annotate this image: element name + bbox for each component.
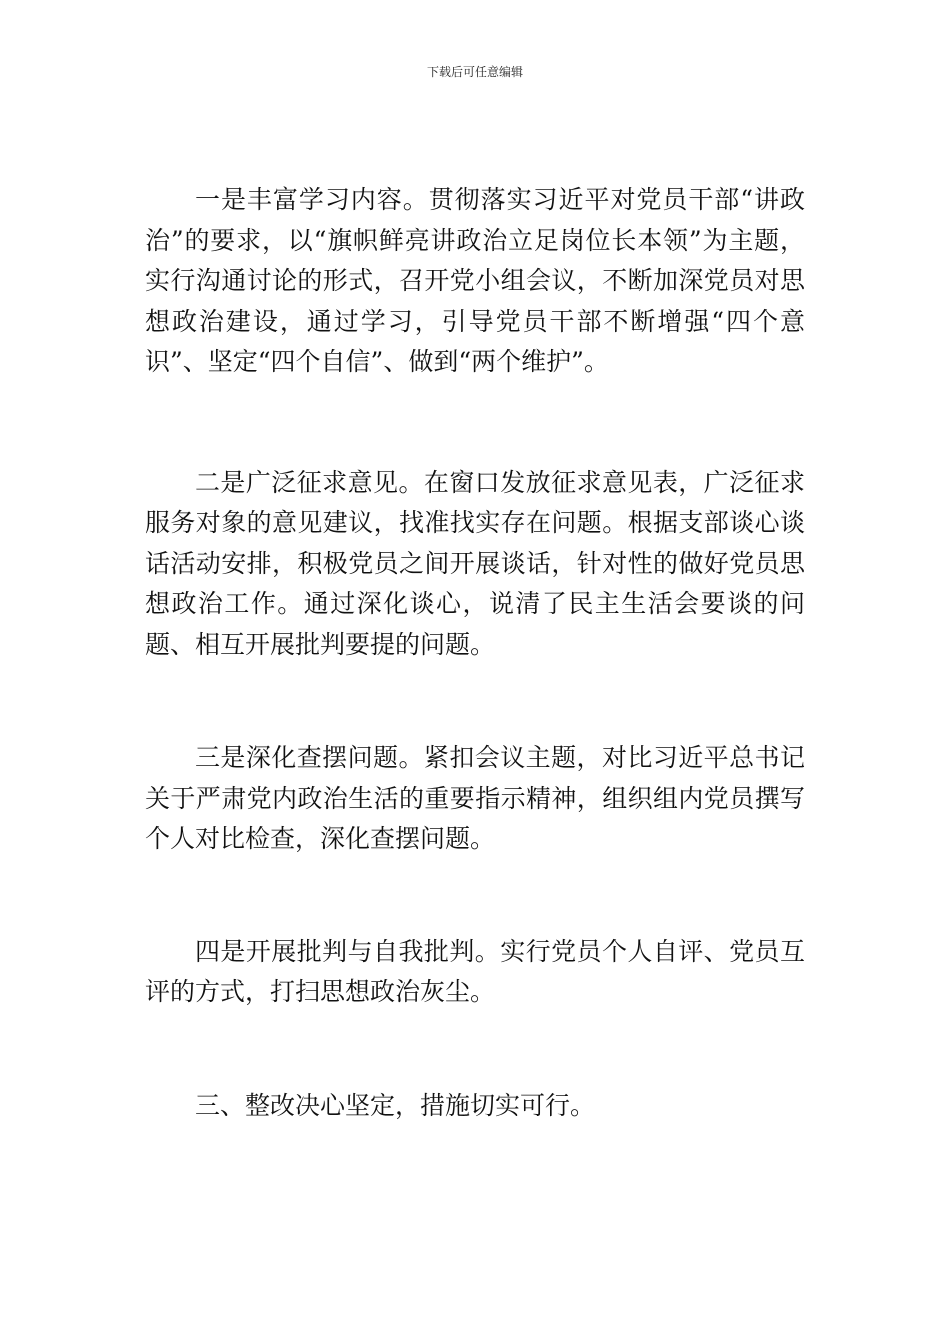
- paragraph-1: 一是丰富学习内容。贯彻落实习近平对党员干部“讲政治”的要求，以“旗帜鲜亮讲政治立足岗位长本领”为主题，实行沟通讨论的形式，召开党小组会议，不断加深党员对思想政治建设，通过学习，引导党员干部不断增强“四个意识”、坚定“四个自信”、做到“两个维护”。: [145, 185, 805, 376]
- page-header: 下载后可任意编辑: [426, 65, 523, 79]
- paragraph-2: 二是广泛征求意见。在窗口发放征求意见表，广泛征求服务对象的意见建议，找准找实存在问题。根据支部谈心谈话活动安排，积极党员之间开展谈话，针对性的做好党员思想政治工作。通过深化谈心，说清了民主生活会要谈的问题、相互开展批判要提的问题。: [145, 467, 805, 659]
- paragraph-3: 三是深化查摆问题。紧扣会议主题，对比习近平总书记关于严肃党内政治生活的重要指示精神，组织组内党员撰写个人对比检查，深化查摆问题。: [145, 743, 805, 853]
- section-heading: 三、整改决心坚定，措施切实可行。: [195, 1090, 596, 1120]
- paragraph-4: 四是开展批判与自我批判。实行党员个人自评、党员互评的方式，打扫思想政治灰尘。: [145, 936, 805, 1006]
- document-body: [145, 180, 805, 1126]
